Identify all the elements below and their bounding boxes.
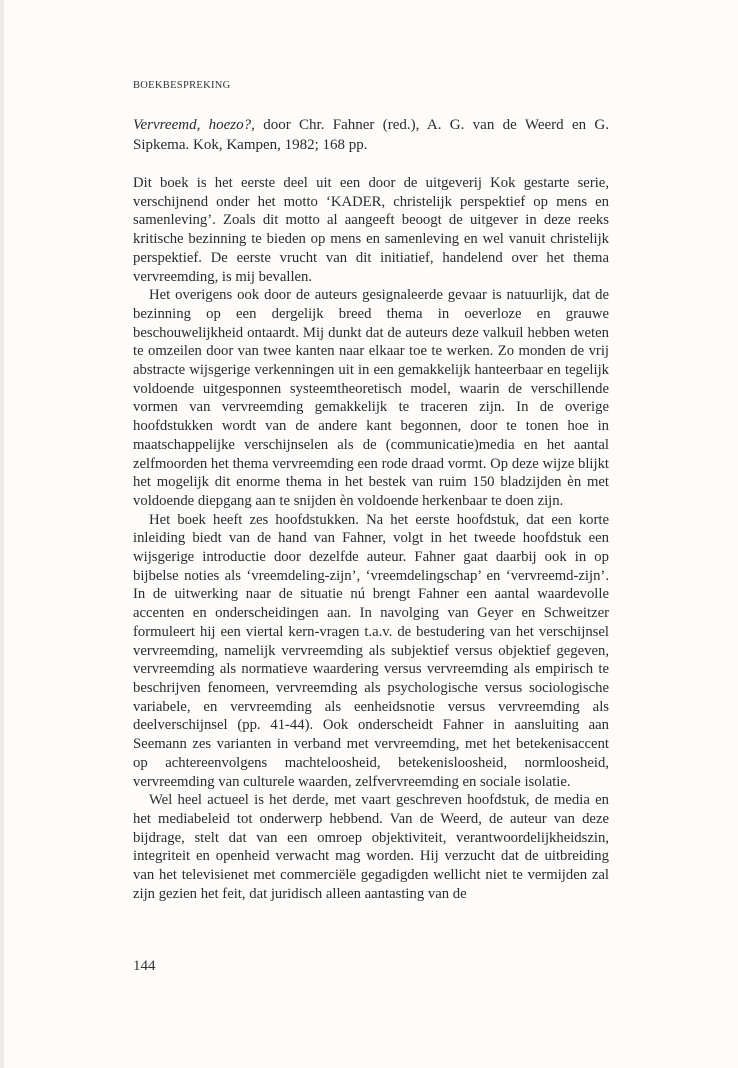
section-label: BOEKBESPREKING	[133, 80, 231, 91]
paragraph: Wel heel actueel is het derde, met vaart geschreven hoofdstuk, de media en het mediabeleid tot onderwerp hebbend. Van de Weerd, de auteur van deze bijdrage, stelt dat van een omroep objektiviteit, verantwoordelijkheidszin, integriteit en openheid verwacht mag worden. Hij verzucht dat de uitbreiding van het televisienet met commerciële gegadigden wellicht niet te vermijden zal zijn gezien het feit, dat juridisch alleen aantasting van de	[133, 792, 609, 902]
review-body	[133, 174, 609, 903]
book-citation	[133, 116, 609, 155]
paragraph: Het overigens ook door de auteurs gesignaleerde gevaar is natuurlijk, dat de bezinning op een dergelijk breed thema in oeverloze en grauwe beschouwelijkheid ontaardt. Mij dunkt dat de auteurs deze valkuil hebben weten te omzeilen door van twee kanten naar elkaar toe te werken. Zo monden de vrij abstracte wijsgerige verkenningen uit in een gemakkelijk hanteerbaar en tegelijk voldoende uitgesponnen systeemtheoretisch model, waarin de verschillende vormen van vervreemding gemakkelijk te traceren zijn. In de overige hoofdstukken wordt van de andere kant begonnen, door te tonen hoe in maatschappelijke verschijnselen als de (communicatie)media en het aantal zelfmoorden het thema vervreemding een rode draad vormt. Op deze wijze blijkt het mogelijk dit enorme thema in het bestek van ruim 150 bladzijden èn met voldoende diepgang aan te snijden èn voldoende herkenbaar te doen zijn.	[133, 287, 609, 509]
paragraph: Het boek heeft zes hoofdstukken. Na het eerste hoofdstuk, dat een korte inleiding biedt van de hand van Fahner, volgt in het tweede hoofdstuk een wijsgerige introductie door dezelfde auteur. Fahner gaat daarbij ook in op bijbelse noties als ‘vreemdeling-zijn’, ‘vreemdelingschap’ en ‘vervreemd-zijn’. In de uitwerking naar de situatie nú brengt Fahner een aantal waardevolle accenten en onderscheidingen aan. In navolging van Geyer en Schweitzer formuleert hij een viertal kern-vragen t.a.v. de bestudering van het verschijnsel vervreemding, namelijk vervreemding als subjektief versus objektief gegeven, vervreemding als normatieve waardering versus vervreemding als empirisch te beschrijven fenomeen, vervreemding als psychologische versus sociologische variabele, en vervreemding als eenheidsnotie versus vervreemding als deelverschijnsel (pp. 41-44). Ook onderscheidt Fahner in aansluiting aan Seemann zes varianten in verband met vervreemding, met het betekenisaccent op achtereenvolgens machteloosheid, betekenisloosheid, normloosheid, vervreemding van culturele waarden, zelfvervreemding en sociale isolatie.	[133, 511, 609, 790]
page-edge	[0, 0, 4, 1068]
book-details: door Chr. Fahner (red.), A. G. van de Weerd en G. Sipkema. Kok, Kampen, 1982; 168 pp.	[133, 117, 610, 153]
book-title: Vervreemd, hoezo?,	[133, 117, 255, 133]
paragraph: Dit boek is het eerste deel uit een door de uitgeverij Kok gestarte serie, verschijnend onder het motto ‘KADER, christelijk perspektief op mens en samenleving’. Zoals dit motto al aangeeft beoogt de uitgever in deze reeks kritische bezinning te bieden op mens en samenleving en wel vanuit christelijk perspektief. De eerste vrucht van dit initiatief, handelend over het thema vervreemding, is mij bevallen.	[133, 175, 609, 285]
page-number: 144	[133, 958, 156, 974]
